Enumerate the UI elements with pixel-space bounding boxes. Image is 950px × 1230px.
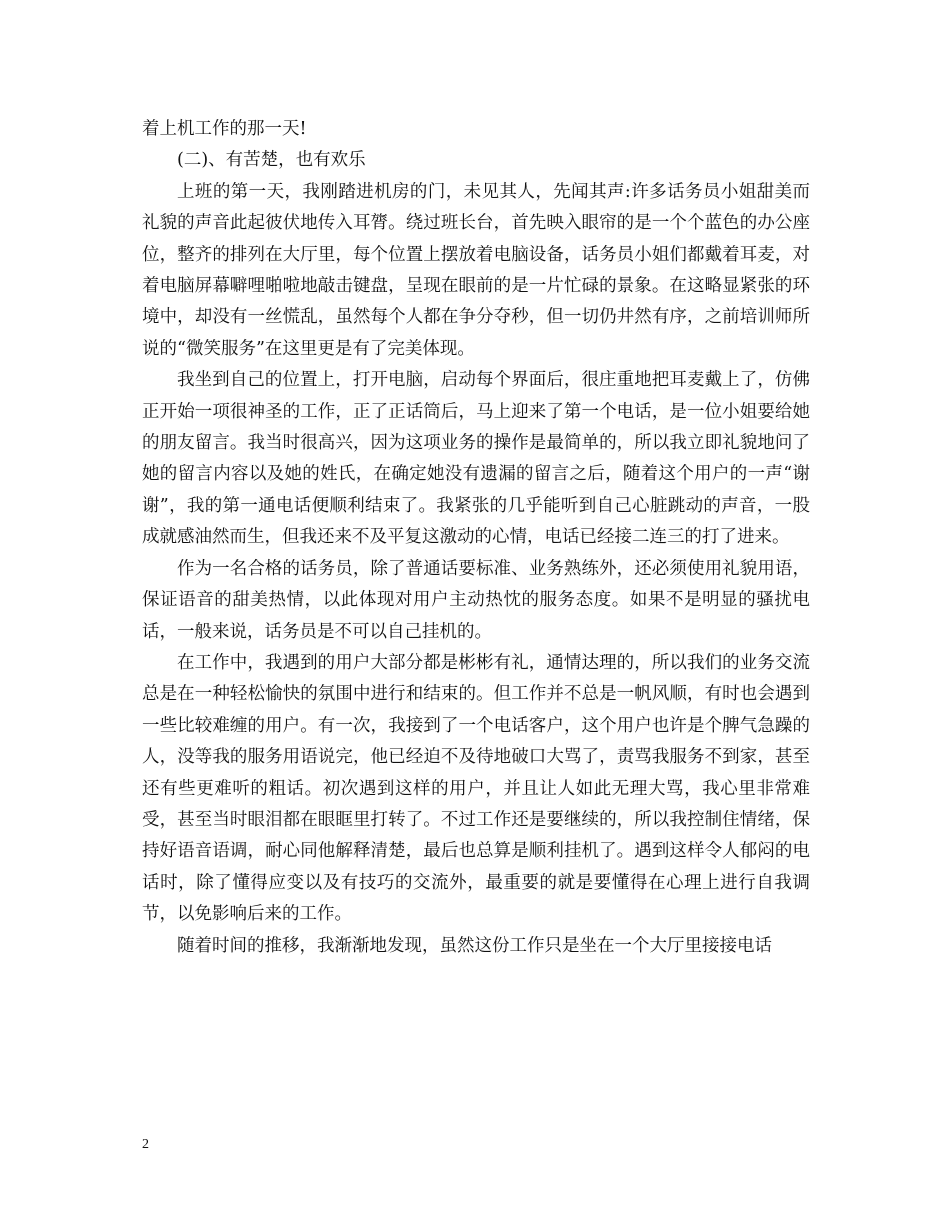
- paragraph: 随着时间的推移，我渐渐地发现，虽然这份工作只是坐在一个大厅里接接电话: [177, 935, 772, 956]
- page-number: 2: [142, 1137, 149, 1152]
- document-body: [142, 114, 810, 962]
- paragraph: 作为一名合格的话务员，除了普通话要标准、业务熟练外，还必须使用礼貌用语，保证语音的甜美热情，以此体现对用户主动热忱的服务态度。如果不是明显的骚扰电话，一般来说，话务员是不可以自己挂机的。: [142, 558, 810, 642]
- section-heading: (二)、有苦楚，也有欢乐: [177, 150, 366, 171]
- paragraph-continuation: 着上机工作的那一天!: [142, 119, 307, 139]
- paragraph: 我坐到自己的位置上，打开电脑，启动每个界面后，很庄重地把耳麦戴上了，仿佛正开始一项很神圣的工作，正了正话筒后，马上迎来了第一个电话，是一位小姐要给她的朋友留言。我当时很高兴，因为这项业务的操作是最简单的，所以我立即礼貌地问了她的留言内容以及她的姓氏，在确定她没有遗漏的留言之后，随着这个用户的一声“谢谢”，我的第一通电话便顺利结束了。我紧张的几乎能听到自己心脏跳动的声音，一股成就感油然而生，但我还来不及平复这激动的心情，电话已经接二连三的打了进来。: [142, 370, 810, 548]
- paragraph: 上班的第一天，我刚踏进机房的门，未见其人，先闻其声:许多话务员小姐甜美而礼貌的声音此起彼伏地传入耳膂。绕过班长台，首先映入眼帘的是一个个蓝色的办公座位，整齐的排列在大厅里，每个位置上摆放着电脑设备，话务员小姐们都戴着耳麦，对着电脑屏幕噼哩啪啦地敲击键盘，呈现在眼前的是一片忙碌的景象。在这略显紧张的环境中，却没有一丝慌乱，虽然每个人都在争分夺秒，但一切仍井然有序，之前培训师所说的“微笑服务”在这里更是有了完美体现。: [142, 181, 810, 359]
- paragraph: 在工作中，我遇到的用户大部分都是彬彬有礼，通情达理的，所以我们的业务交流总是在一种轻松愉快的氛围中进行和结束的。但工作并不总是一帆风顺，有时也会遇到一些比较难缠的用户。有一次，我接到了一个电话客户，这个用户也许是个脾气急躁的人，没等我的服务用语说完，他已经迫不及待地破口大骂了，责骂我服务不到家，甚至还有些更难听的粗话。初次遇到这样的用户，并且让人如此无理大骂，我心里非常难受，甚至当时眼泪都在眼眶里打转了。不过工作还是要继续的，所以我控制住情绪，保持好语音语调，耐心同他解释清楚，最后也总算是顺利挂机了。遇到这样令人郁闷的电话时，除了懂得应变以及有技巧的交流外，最重要的就是要懂得在心理上进行自我调节，以免影响后来的工作。: [142, 652, 810, 925]
